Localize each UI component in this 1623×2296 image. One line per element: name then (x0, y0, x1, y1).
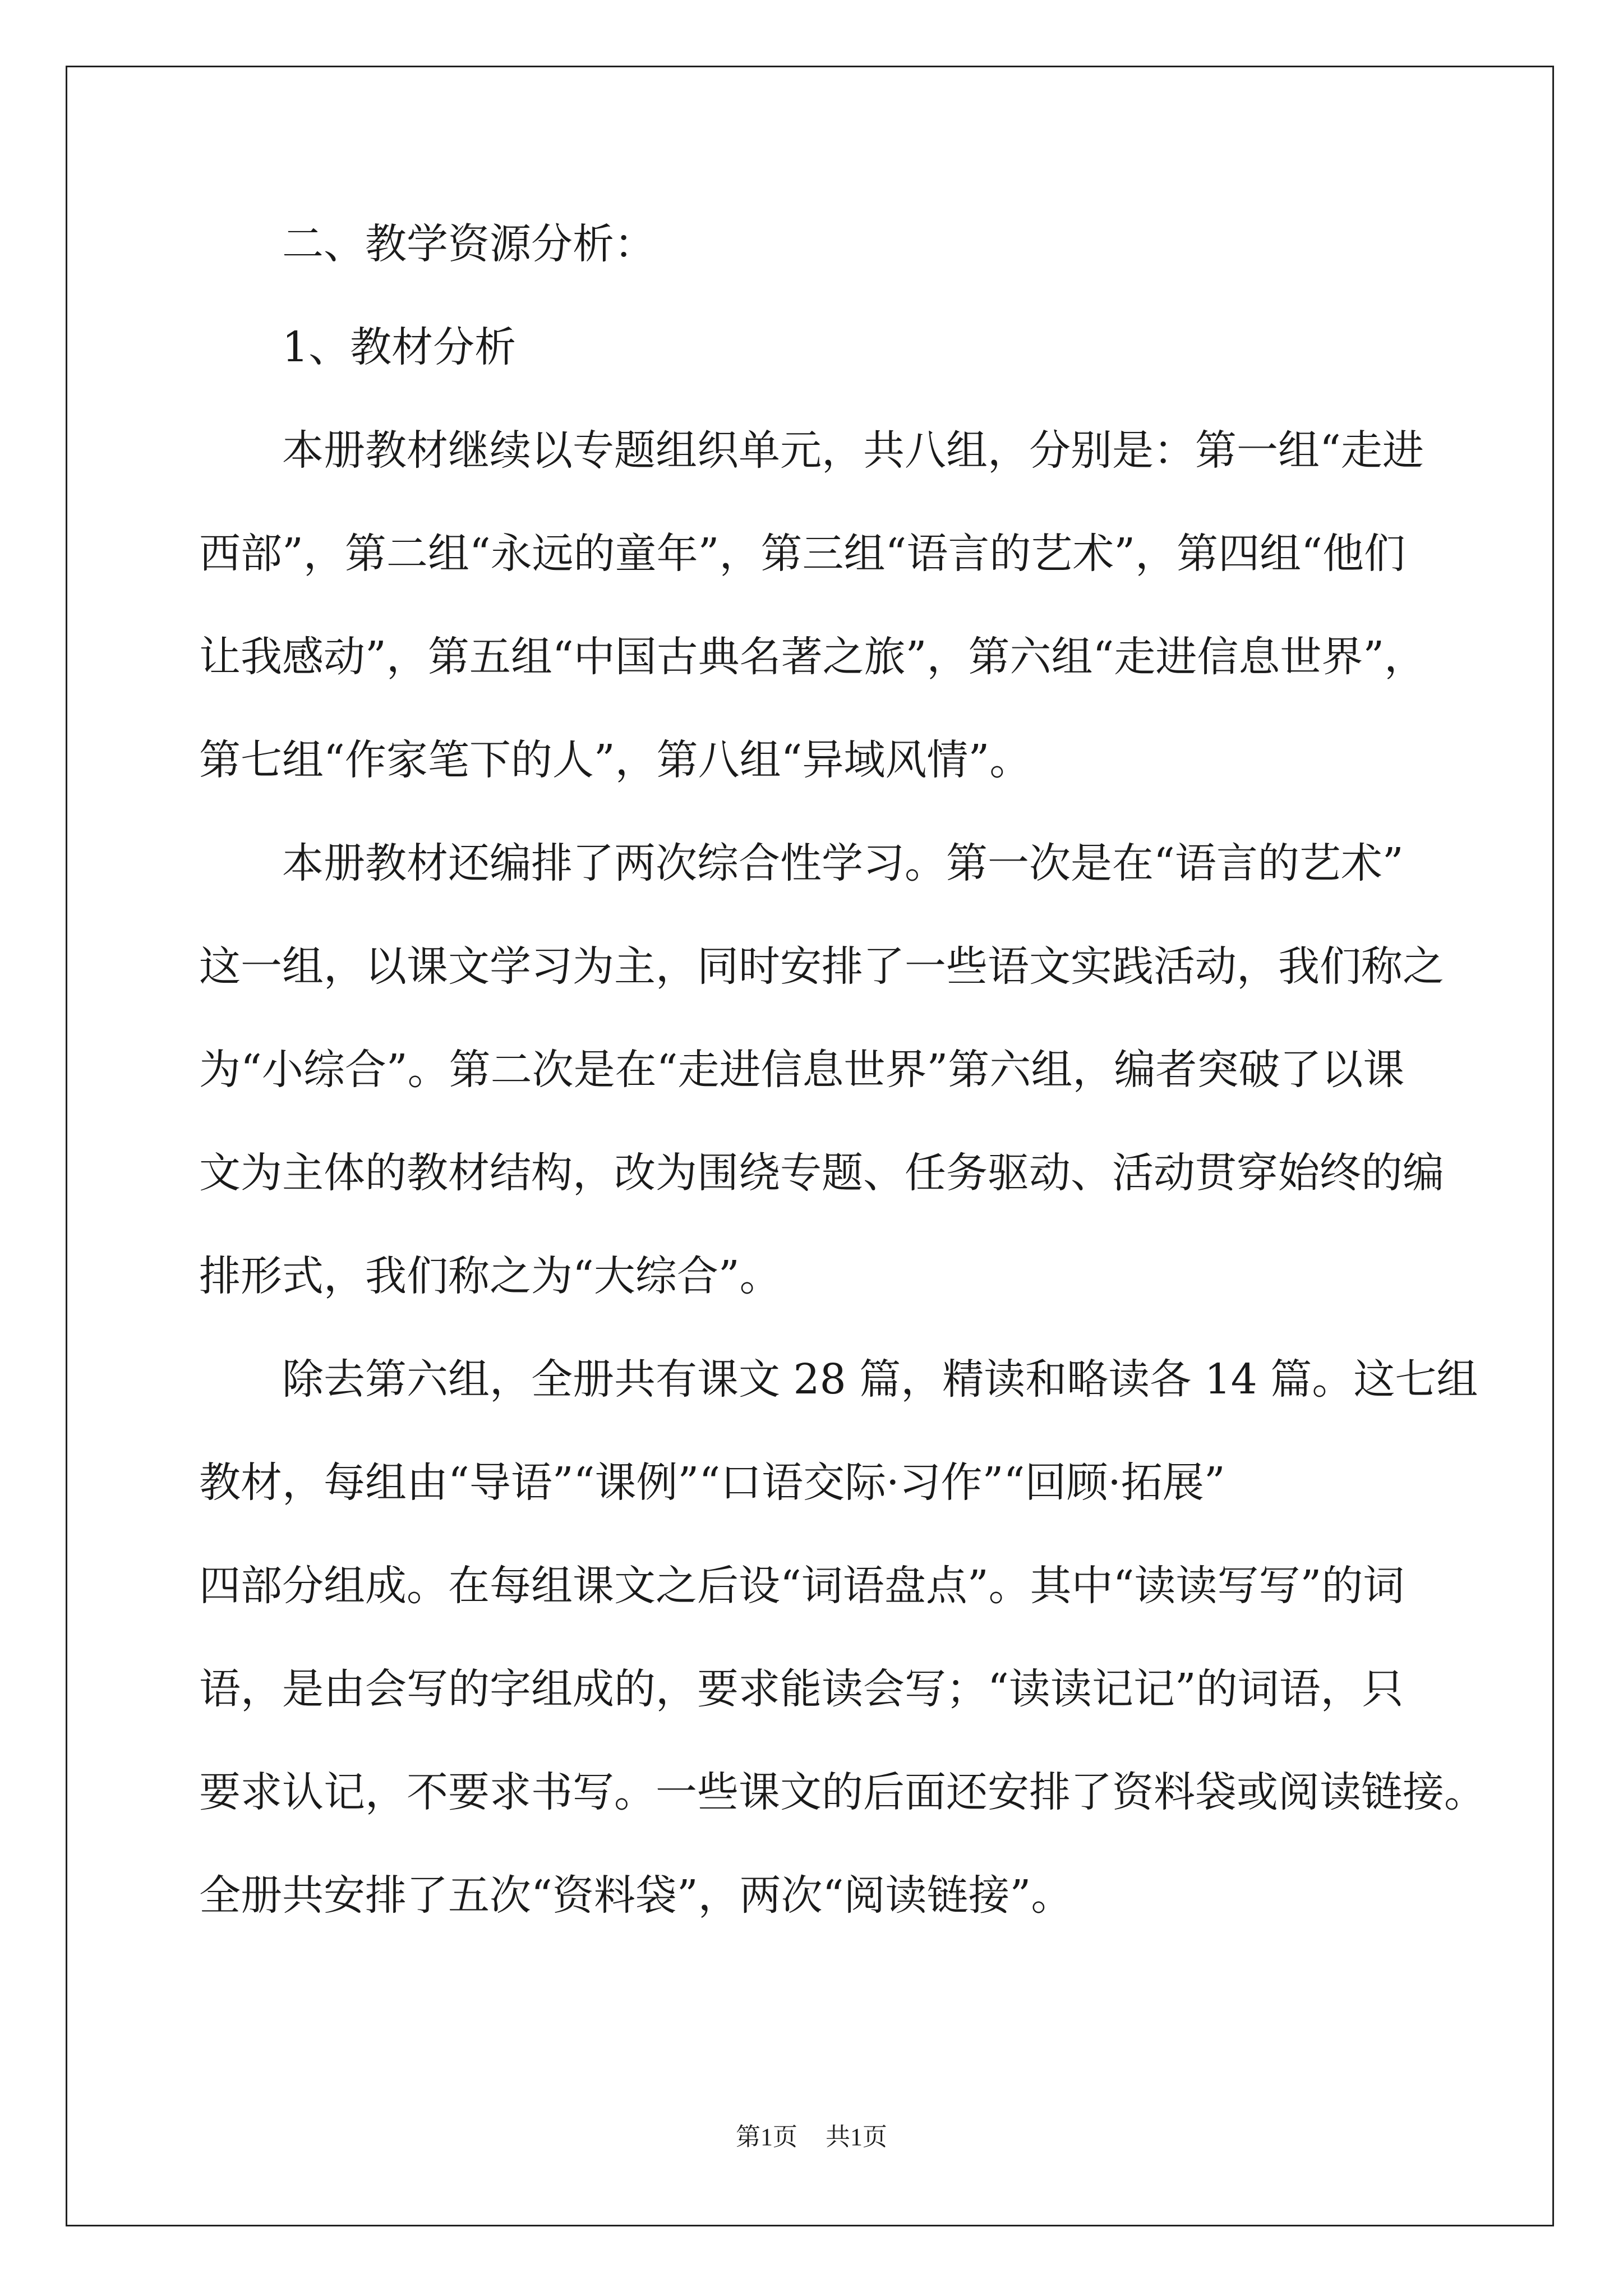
paragraph-2-line-3: 为“小综合”。第二次是在“走进信息世界”第六组，编者突破了以课 (199, 1046, 1405, 1094)
paragraph-3-line-2: 教材，每组由“导语”“课例”“口语交际·习作”“回顾·拓展” (199, 1458, 1225, 1507)
paragraph-3-line-3: 四部分组成。在每组课文之后设“词语盘点”。其中“读读写写”的词 (199, 1562, 1405, 1610)
paragraph-1-line-3: 让我感动”，第五组“中国古典名著之旅”，第六组“走进信息世界”， (199, 633, 1426, 681)
paragraph-3-line-1: 除去第六组，全册共有课文 28 篇，精读和略读各 14 篇。这七组 (282, 1355, 1478, 1404)
paragraph-1-line-2: 西部”，第二组“永远的童年”，第三组“语言的艺术”，第四组“他们 (199, 530, 1405, 578)
page-number-total: 共1页 (826, 2123, 887, 2151)
paragraph-3-line-6: 全册共安排了五次“资料袋”，两次“阅读链接”。 (199, 1871, 1073, 1920)
paragraph-3-line-5: 要求认记，不要求书写。一些课文的后面还安排了资料袋或阅读链接。 (199, 1768, 1486, 1816)
paragraph-3-line-4: 语，是由会写的字组成的，要求能读会写；“读读记记”的词语，只 (199, 1665, 1404, 1713)
paragraph-2-line-4: 文为主体的教材结构，改为围绕专题、任务驱动、活动贯穿始终的编 (199, 1149, 1444, 1197)
paragraph-2-line-5: 排形式，我们称之为“大综合”。 (199, 1252, 781, 1300)
paragraph-1-line-1: 本册教材继续以专题组织单元，共八组，分别是：第一组“走进 (282, 426, 1424, 475)
section-heading: 二、教学资源分析： (282, 220, 656, 268)
paragraph-2-line-1: 本册教材还编排了两次综合性学习。第一次是在“语言的艺术” (282, 839, 1404, 887)
page-footer (0, 2120, 1623, 2154)
page-number-current: 第1页 (736, 2123, 797, 2151)
paragraph-2-line-2: 这一组，以课文学习为主，同时安排了一些语文实践活动，我们称之 (199, 942, 1444, 991)
subsection-heading: 1、教材分析 (282, 323, 517, 371)
paragraph-1-line-4: 第七组“作家笔下的人”，第八组“异域风情”。 (199, 736, 1031, 784)
